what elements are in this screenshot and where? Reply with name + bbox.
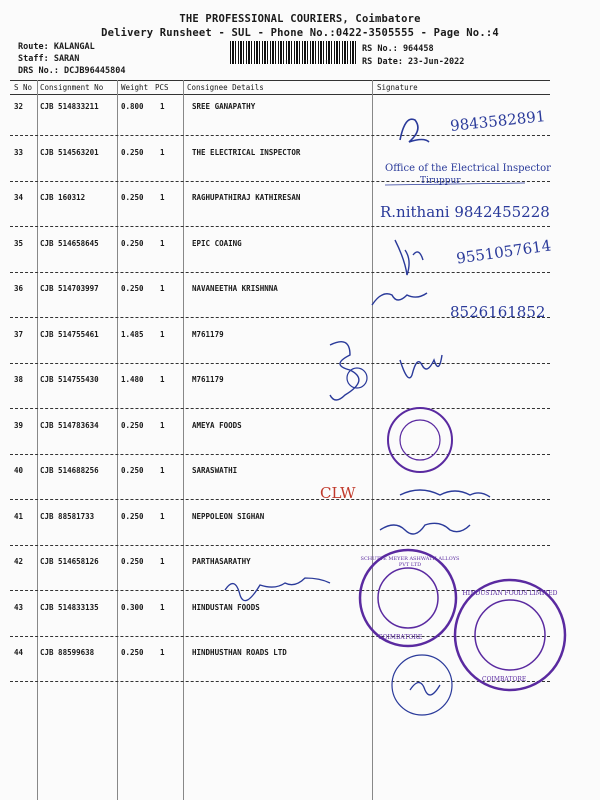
row-pcs: 1 [160,375,165,384]
row-pcs: 1 [160,421,165,430]
phone-handwritten: 8526161852 [450,303,546,321]
row-consignment-no: CJB 514563201 [40,148,99,157]
phone-handwritten: 9551057614 [455,236,553,268]
row-sno: 35 [14,239,24,248]
row-consignment-no: CJB 514658645 [40,239,99,248]
rs-date: RS Date: 23-Jun-2022 [362,57,465,67]
row-weight: 0.250 [121,239,144,248]
rs-number: RS No.: 964458 [362,44,434,54]
row-consignment-no: CJB 88581733 [40,512,95,521]
row-weight: 0.250 [121,148,144,157]
row-pcs: 1 [160,148,165,157]
stamp-text: SCHUTTE MEYER ASHWATH ALLOYS PVT LTD [360,556,460,568]
row-sno: 33 [14,148,24,157]
circular-stamp [388,408,452,472]
company-title: THE PROFESSIONAL COURIERS, Coimbatore [179,13,421,25]
row-sno: 38 [14,375,24,384]
row-consignment-no: CJB 514833211 [40,102,99,111]
row-consignment-no: CJB 514783634 [40,421,99,430]
row-consignee: M761179 [192,330,224,339]
row-consignee: EPIC COAING [192,239,242,248]
row-sno: 32 [14,102,24,111]
signature-scribble [380,523,470,534]
company-stamp [378,568,438,628]
row-consignee: M761179 [192,375,224,384]
row-weight: 1.480 [121,375,144,384]
office-stamp-text: Office of the Electrical Inspector [385,163,551,174]
row-weight: 0.250 [121,466,144,475]
row-weight: 0.250 [121,193,144,202]
row-sno: 34 [14,193,24,202]
signature-scribble [400,490,490,497]
row-weight: 0.250 [121,648,144,657]
row-sno: 37 [14,330,24,339]
row-consignee: PARTHASARATHY [192,557,251,566]
row-sno: 41 [14,512,24,521]
stamp-text: COIMBATORE [482,676,527,683]
row-consignee: NAVANEETHA KRISHNNA [192,284,278,293]
row-pcs: 1 [160,284,165,293]
row-pcs: 1 [160,512,165,521]
row-consignment-no: CJB 514755461 [40,330,99,339]
stamp-text: COIMBATORE [378,634,423,641]
row-weight: 0.250 [121,512,144,521]
row-consignment-no: CJB 514833135 [40,603,99,612]
signature-scribble [372,293,427,305]
row-consignment-no: CJB 514658126 [40,557,99,566]
row-pcs: 1 [160,193,165,202]
drs-number: DRS No.: DCJB96445804 [18,66,126,76]
row-weight: 0.800 [121,102,144,111]
row-consignee: RAGHUPATHIRAJ KATHIRESAN [192,193,301,202]
stamp-text: HINDUSTAN FOODS LIMITED [462,590,558,597]
staff-label: Staff: SARAN [18,54,80,64]
row-consignee: SREE GANAPATHY [192,102,256,111]
company-stamp [475,600,545,670]
row-weight: 0.250 [121,557,144,566]
row-consignee: SARASWATHI [192,466,238,475]
col-sno: S No [14,83,33,92]
row-consignment-no: CJB 160312 [40,193,86,202]
signature-scribble [395,240,423,275]
row-pcs: 1 [160,102,165,111]
row-sno: 44 [14,648,24,657]
row-sno: 40 [14,466,24,475]
col-consignee: Consignee Details [187,83,264,92]
row-consignee: AMEYA FOODS [192,421,242,430]
row-consignment-no: CJB 514703997 [40,284,99,293]
signature-scribble [400,119,429,142]
row-sno: 39 [14,421,24,430]
row-consignee: HINDUSTAN FOODS [192,603,260,612]
circular-stamp [400,420,440,460]
signature-scribble [410,683,440,695]
row-pcs: 1 [160,603,165,612]
signature-scribble [330,342,359,400]
row-pcs: 1 [160,648,165,657]
col-consignment: Consignment No [40,83,104,92]
row-consignee: THE ELECTRICAL INSPECTOR [192,148,301,157]
row-pcs: 1 [160,330,165,339]
row-consignee: NEPPOLEON SIGHAN [192,512,265,521]
signature-34: R.nithani 9842455228 [380,203,550,221]
row-sno: 43 [14,603,24,612]
row-consignment-no: CJB 514755430 [40,375,99,384]
row-weight: 1.485 [121,330,144,339]
row-weight: 0.250 [121,421,144,430]
row-weight: 0.300 [121,603,144,612]
phone-handwritten: 9843582891 [449,107,547,135]
row-pcs: 1 [160,466,165,475]
row-consignee: HINDHUSTHAN ROADS LTD [192,648,287,657]
row-consignment-no: CJB 88599638 [40,648,95,657]
signature-scribble [400,355,442,378]
row-sno: 36 [14,284,24,293]
clw-note: CLW [320,484,356,502]
row-pcs: 1 [160,239,165,248]
col-weight: Weight [121,83,149,92]
row-weight: 0.250 [121,284,144,293]
signature-scribble [225,578,330,601]
runsheet-subtitle: Delivery Runsheet - SUL - Phone No.:0422-3505555 - Page No.:4 [101,27,499,39]
row-consignment-no: CJB 514688256 [40,466,99,475]
row-pcs: 1 [160,557,165,566]
col-signature: Signature [377,83,418,92]
route-label: Route: KALANGAL [18,42,95,52]
office-stamp-place: Tiruppur [420,176,461,186]
row-sno: 42 [14,557,24,566]
col-pcs: PCS [155,83,169,92]
